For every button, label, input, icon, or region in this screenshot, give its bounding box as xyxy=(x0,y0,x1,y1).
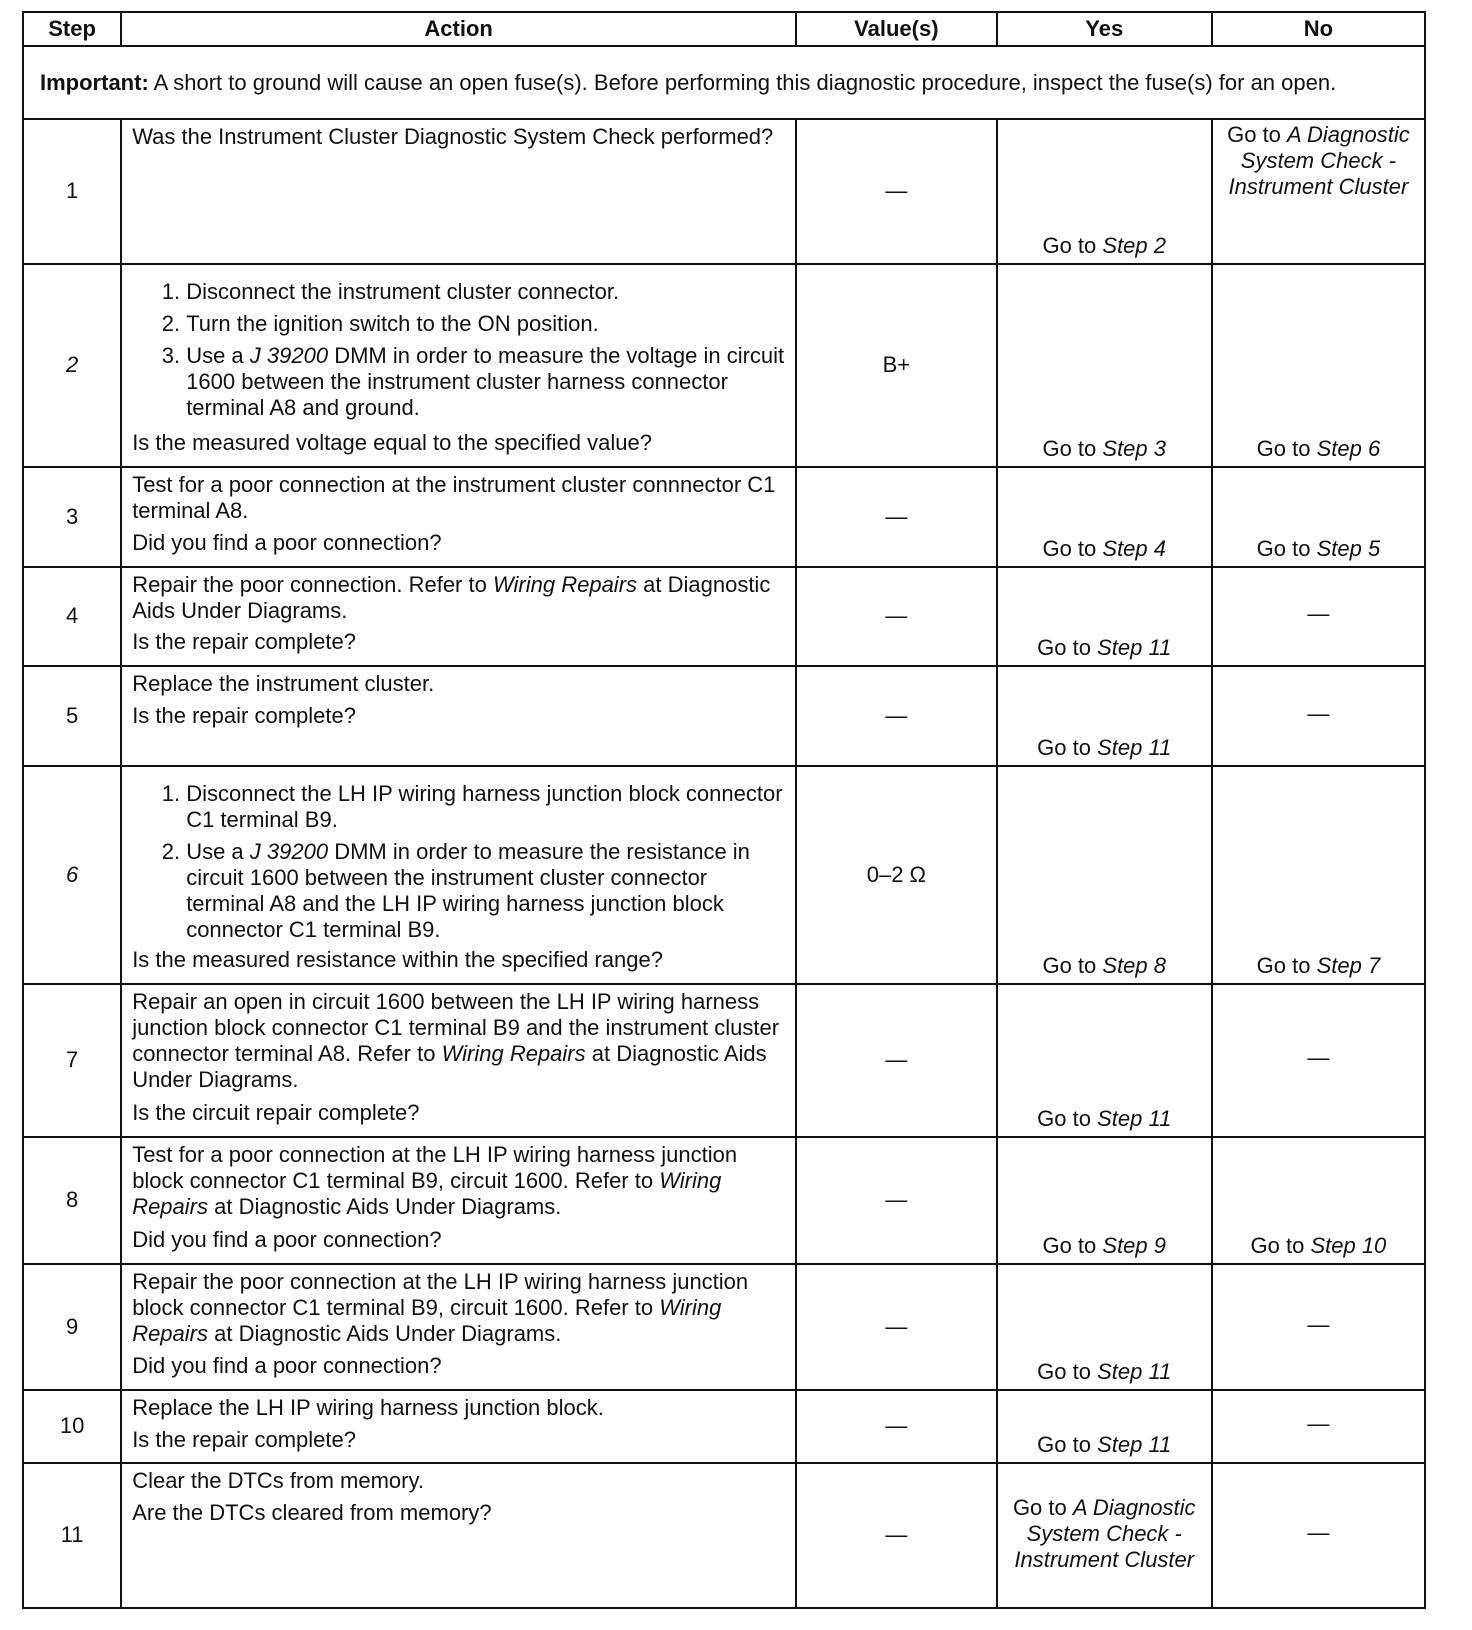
table-row xyxy=(23,766,1425,984)
no-prefix: Go to xyxy=(1256,436,1317,462)
action-text xyxy=(132,1142,785,1220)
action-text xyxy=(132,572,785,624)
list-item xyxy=(186,343,785,421)
table-row xyxy=(23,984,1425,1138)
yes-prefix: Go to xyxy=(1042,535,1103,561)
no-cell xyxy=(1212,1137,1425,1264)
action-cell xyxy=(121,1390,796,1463)
action-cell xyxy=(121,984,796,1138)
yes-link[interactable]: Step 11 xyxy=(1097,1431,1172,1457)
diagnostic-table-document xyxy=(22,11,1426,1609)
no-cell xyxy=(1212,119,1425,264)
no-cell: — xyxy=(1212,1463,1425,1608)
action-question: Is the repair complete? xyxy=(132,629,356,655)
important-note xyxy=(23,46,1425,119)
step-number: 11 xyxy=(23,1463,121,1608)
action-text-part: at Diagnostic Aids Under Diagrams. xyxy=(132,1040,767,1092)
no-link[interactable]: Step 10 xyxy=(1310,1232,1387,1258)
no-cell xyxy=(1212,264,1425,467)
action-text: Replace the instrument cluster. xyxy=(132,671,435,697)
yes-cell xyxy=(997,567,1212,667)
yes-cell xyxy=(997,1463,1212,1608)
yes-cell xyxy=(997,1137,1212,1264)
yes-link[interactable]: Step 11 xyxy=(1097,635,1172,661)
value-cell: — xyxy=(796,467,997,567)
value-cell: — xyxy=(796,666,997,766)
yes-link[interactable]: Step 8 xyxy=(1102,952,1166,978)
no-cell: — xyxy=(1212,1390,1425,1463)
table-row xyxy=(23,1264,1425,1391)
yes-prefix: Go to xyxy=(1042,1232,1103,1258)
yes-cell xyxy=(997,666,1212,766)
action-question: Did you find a poor connection? xyxy=(132,1353,442,1379)
list-item-text: Use a xyxy=(186,342,250,368)
important-label: Important: xyxy=(40,69,149,95)
table-row xyxy=(23,1390,1425,1463)
header-yes: Yes xyxy=(997,12,1212,46)
action-text xyxy=(132,989,785,1093)
wiring-repairs-link[interactable]: Wiring Repairs xyxy=(132,1294,722,1346)
no-cell: — xyxy=(1212,666,1425,766)
action-list xyxy=(132,781,785,943)
action-text-part: Repair an open in circuit 1600 between the LH IP wiring harness junction block connector C1 terminal B9 and the instrument cluster connector terminal A8. Refer to xyxy=(132,988,780,1066)
table-row xyxy=(23,264,1425,467)
value-cell: — xyxy=(796,567,997,667)
yes-cell xyxy=(997,467,1212,567)
yes-link[interactable]: Step 11 xyxy=(1097,1106,1172,1132)
list-item xyxy=(186,839,785,943)
yes-link[interactable]: A Diagnostic System Check - Instrument Cluster xyxy=(1014,1495,1196,1573)
no-prefix: Go to xyxy=(1256,952,1317,978)
action-question: Is the circuit repair complete? xyxy=(132,1100,420,1126)
yes-link[interactable]: Step 4 xyxy=(1102,535,1166,561)
no-link[interactable]: A Diagnostic System Check - Instrument Cluster xyxy=(1228,121,1410,199)
no-cell xyxy=(1212,467,1425,567)
yes-prefix: Go to xyxy=(1037,635,1098,661)
yes-cell xyxy=(997,1264,1212,1391)
important-row xyxy=(23,46,1425,119)
yes-cell xyxy=(997,119,1212,264)
action-cell xyxy=(121,766,796,984)
step-number: 4 xyxy=(23,567,121,667)
no-prefix: Go to xyxy=(1250,1232,1311,1258)
step-number: 1 xyxy=(23,119,121,264)
action-text: Clear the DTCs from memory. xyxy=(132,1467,424,1493)
action-text-part: Test for a poor connection at the LH IP wiring harness junction block connector C1 terminal B9, circuit 1600. Refer to xyxy=(132,1142,738,1194)
no-cell: — xyxy=(1212,1264,1425,1391)
wiring-repairs-link[interactable]: Wiring Repairs xyxy=(492,571,638,597)
yes-prefix: Go to xyxy=(1037,1106,1098,1132)
action-question: Is the repair complete? xyxy=(132,703,356,729)
action-cell xyxy=(121,1264,796,1391)
value-cell: — xyxy=(796,1137,997,1264)
yes-link[interactable]: Step 3 xyxy=(1102,436,1166,462)
list-item-text: Disconnect the LH IP wiring harness junction block connector C1 terminal B9. xyxy=(186,780,783,832)
action-cell xyxy=(121,264,796,467)
value-cell: — xyxy=(796,984,997,1138)
no-cell: — xyxy=(1212,567,1425,667)
list-item-text: Use a xyxy=(186,838,250,864)
action-question: Is the measured resistance within the specified range? xyxy=(132,946,663,972)
yes-link[interactable]: Step 11 xyxy=(1097,734,1172,760)
header-no: No xyxy=(1212,12,1425,46)
action-cell xyxy=(121,119,796,264)
yes-link[interactable]: Step 9 xyxy=(1102,1232,1166,1258)
step-number: 5 xyxy=(23,666,121,766)
tool-name: J 39200 xyxy=(249,342,329,368)
value-cell: — xyxy=(796,1264,997,1391)
list-item xyxy=(186,279,785,305)
step-number: 3 xyxy=(23,467,121,567)
value-cell: 0–2 Ω xyxy=(796,766,997,984)
action-text-part: at Diagnostic Aids Under Diagrams. xyxy=(132,571,771,623)
yes-link[interactable]: Step 2 xyxy=(1102,232,1166,258)
step-number: 8 xyxy=(23,1137,121,1264)
value-cell: — xyxy=(796,119,997,264)
step-number: 7 xyxy=(23,984,121,1138)
no-cell xyxy=(1212,766,1425,984)
wiring-repairs-link[interactable]: Wiring Repairs xyxy=(441,1040,586,1066)
no-prefix: Go to xyxy=(1227,121,1288,147)
yes-cell xyxy=(997,1390,1212,1463)
list-item xyxy=(186,311,785,337)
list-item-text: Disconnect the instrument cluster connector. xyxy=(186,278,620,304)
header-step: Step xyxy=(23,12,121,46)
action-question: Is the measured voltage equal to the specified value? xyxy=(132,430,652,456)
action-question: Are the DTCs cleared from memory? xyxy=(132,1499,492,1525)
table-row xyxy=(23,1463,1425,1608)
action-cell xyxy=(121,666,796,766)
action-text-part: at Diagnostic Aids Under Diagrams. xyxy=(208,1320,562,1346)
action-question: Is the repair complete? xyxy=(132,1427,356,1453)
yes-prefix: Go to xyxy=(1037,734,1098,760)
no-prefix: Go to xyxy=(1256,535,1317,561)
action-text-part: at Diagnostic Aids Under Diagrams. xyxy=(208,1194,562,1220)
list-item-text: DMM in order to measure the voltage in circuit 1600 between the instrument cluster harness connector terminal A8 and ground. xyxy=(186,342,785,420)
header-row xyxy=(23,12,1425,46)
no-link[interactable]: Step 6 xyxy=(1316,436,1381,462)
yes-prefix: Go to xyxy=(1012,1495,1073,1521)
action-list xyxy=(132,279,785,421)
step-number: 2 xyxy=(23,264,121,467)
yes-cell xyxy=(997,984,1212,1138)
table-row xyxy=(23,1137,1425,1264)
action-text-part: Repair the poor connection at the LH IP wiring harness junction block connector C1 terminal B9, circuit 1600. Refer to xyxy=(132,1268,749,1320)
step-number: 6 xyxy=(23,766,121,984)
table-row xyxy=(23,467,1425,567)
table-row xyxy=(23,119,1425,264)
table-row xyxy=(23,567,1425,667)
action-cell xyxy=(121,467,796,567)
action-question: Did you find a poor connection? xyxy=(132,529,442,555)
action-text xyxy=(132,1269,785,1347)
wiring-repairs-link[interactable]: Wiring Repairs xyxy=(132,1168,722,1220)
yes-prefix: Go to xyxy=(1042,436,1103,462)
list-item-text: DMM in order to measure the resistance in circuit 1600 between the instrument cluster connector terminal A8 and the LH IP wiring harness junction block connector C1 terminal B9. xyxy=(186,838,750,942)
action-cell xyxy=(121,567,796,667)
list-item-text: Turn the ignition switch to the ON position. xyxy=(186,310,599,336)
header-action: Action xyxy=(121,12,796,46)
tool-name: J 39200 xyxy=(249,838,329,864)
header-values: Value(s) xyxy=(796,12,997,46)
value-cell: B+ xyxy=(796,264,997,467)
action-text-part: Repair the poor connection. Refer to xyxy=(132,571,493,597)
value-cell: — xyxy=(796,1463,997,1608)
important-text: A short to ground will cause an open fuse(s). Before performing this diagnostic procedure, inspect the fuse(s) for an open. xyxy=(148,69,1337,95)
step-number: 9 xyxy=(23,1264,121,1391)
yes-prefix: Go to xyxy=(1042,232,1103,258)
action-text: Replace the LH IP wiring harness junction block. xyxy=(132,1395,604,1421)
yes-cell xyxy=(997,766,1212,984)
yes-link[interactable]: Step 11 xyxy=(1097,1359,1172,1385)
diagnostic-table xyxy=(22,11,1426,1609)
no-cell: — xyxy=(1212,984,1425,1138)
yes-prefix: Go to xyxy=(1037,1431,1098,1457)
yes-cell xyxy=(997,264,1212,467)
list-item xyxy=(186,781,785,833)
value-cell: — xyxy=(796,1390,997,1463)
no-link[interactable]: Step 7 xyxy=(1316,952,1381,978)
step-number: 10 xyxy=(23,1390,121,1463)
no-link[interactable]: Step 5 xyxy=(1316,535,1381,561)
action-question: Did you find a poor connection? xyxy=(132,1226,442,1252)
action-cell xyxy=(121,1463,796,1608)
action-text: Test for a poor connection at the instrument cluster connnector C1 terminal A8. xyxy=(132,472,776,524)
table-row xyxy=(23,666,1425,766)
action-cell xyxy=(121,1137,796,1264)
yes-prefix: Go to xyxy=(1037,1359,1098,1385)
action-text: Was the Instrument Cluster Diagnostic System Check performed? xyxy=(132,123,774,149)
yes-prefix: Go to xyxy=(1042,952,1103,978)
